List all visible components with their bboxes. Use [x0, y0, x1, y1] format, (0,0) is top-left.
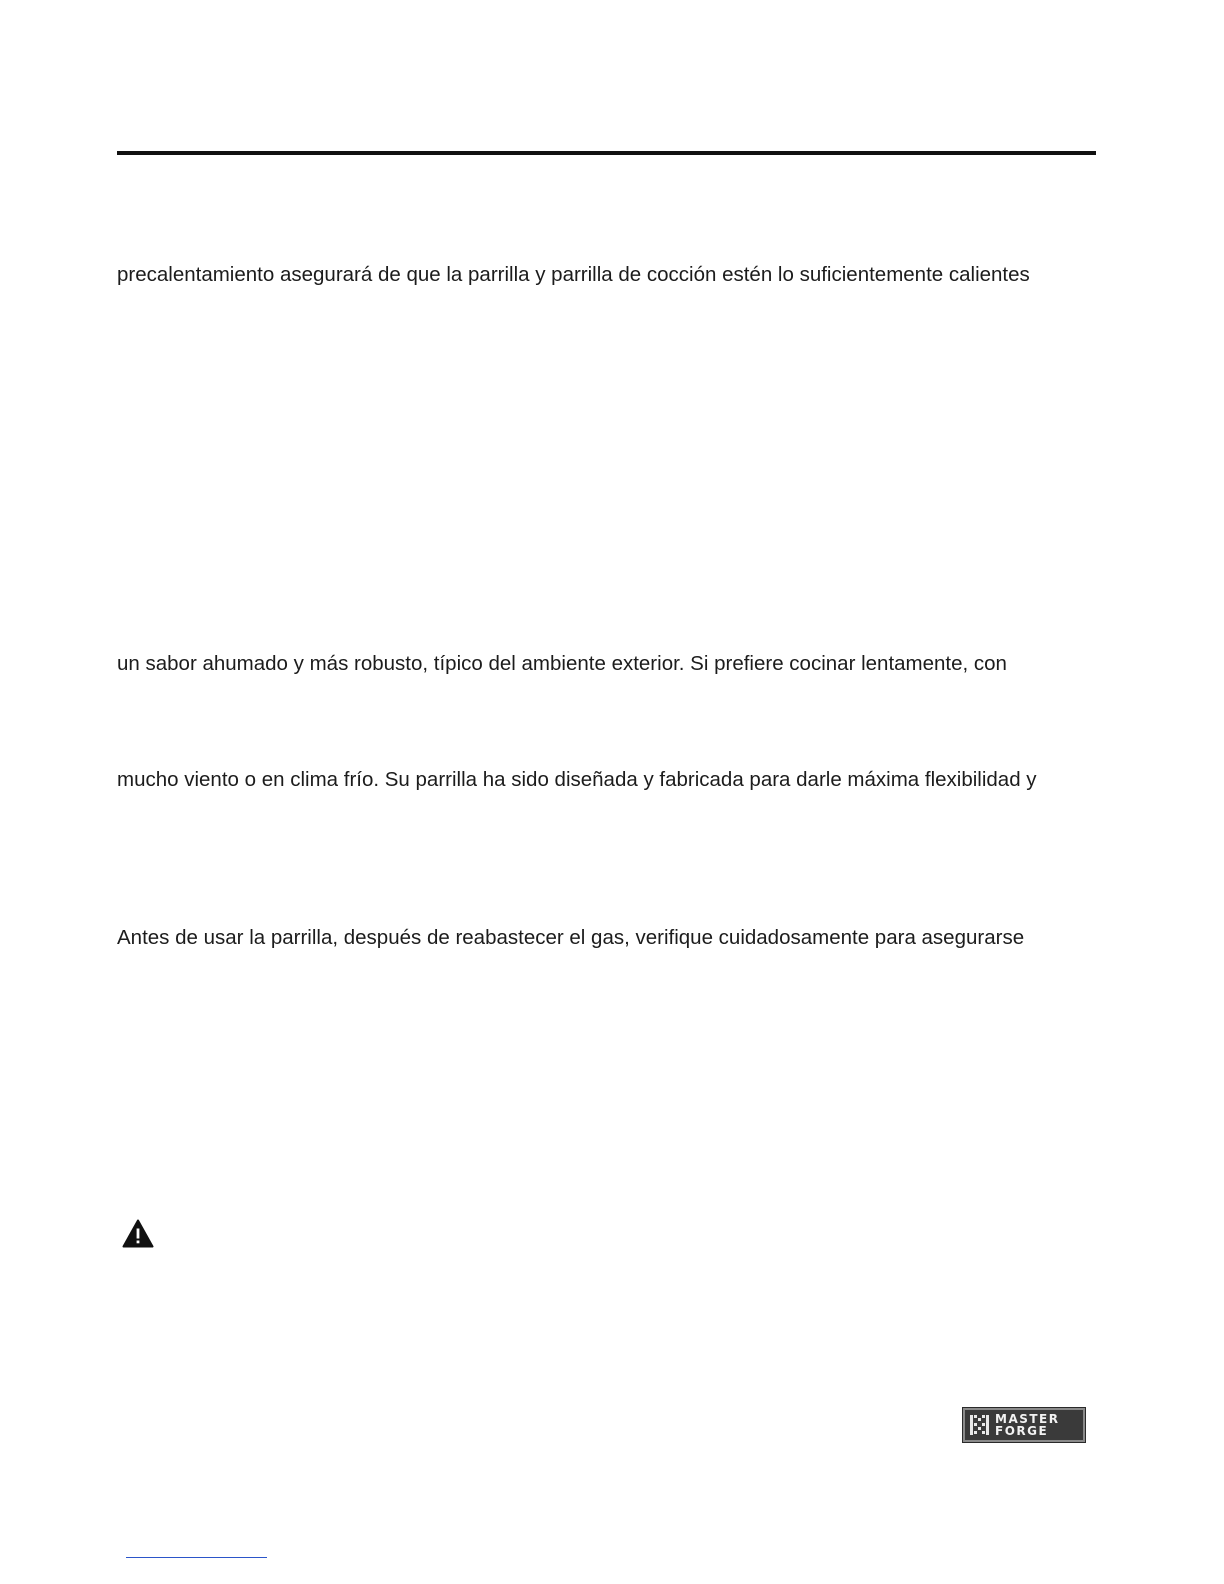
- body-text-line-1: precalentamiento asegurará de que la parrilla y parrilla de cocción estén lo suficientemente calientes: [117, 263, 1030, 286]
- header-rule: [117, 151, 1096, 155]
- warning-triangle-icon: [122, 1219, 154, 1248]
- logo-mark-icon: [969, 1413, 991, 1437]
- body-text-line-3: mucho viento o en clima frío. Su parrilla ha sido diseñada y fabricada para darle máxima flexibilidad y: [117, 768, 1037, 791]
- body-text-line-2: un sabor ahumado y más robusto, típico del ambiente exterior. Si prefiere cocinar lentamente, con: [117, 652, 1007, 675]
- body-text-line-4: Antes de usar la parrilla, después de reabastecer el gas, verifique cuidadosamente para asegurarse: [117, 926, 1025, 949]
- logo-line-1: MASTER: [995, 1412, 1060, 1426]
- master-forge-logo: [963, 1408, 1085, 1442]
- footer-link-underline[interactable]: [126, 1557, 267, 1558]
- logo-line-2: FORGE: [995, 1424, 1049, 1438]
